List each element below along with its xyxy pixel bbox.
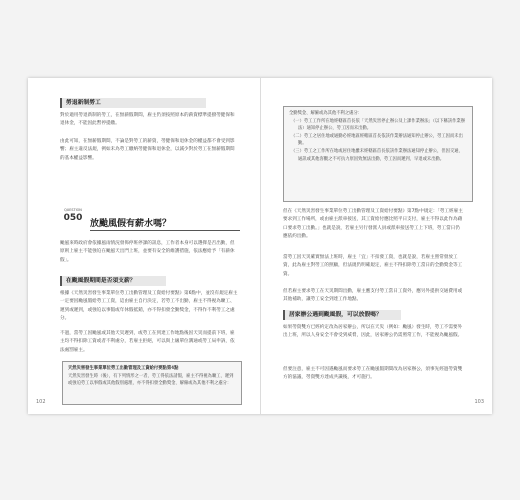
law-item-2: （二）勞工之居住地或通勤必經地區經轄區首長依該作業辦法通知停止辦公，勞工因而未出勤。 (291, 133, 463, 147)
question-number: 050 (63, 213, 83, 223)
law-item-3: （三）勞工之工作所在地或居住地雖未經轄區首長依該作業辦法通知停止辦公，但因交通、通訊或其他客觀之不可抗力原因致無法出勤，勞工因而遲到、早退或未出勤。 (291, 148, 463, 162)
law-excerpt-intro: 全勤獎金、解僱或為其他不利之處分： (289, 111, 363, 116)
paragraph-new-pension-1: 對於適用勞退新制的勞工，在無薪假期間，雇主仍須按照原本的薪資標準提撥勞健保和退休金，不能因此暫停提繳。 (60, 113, 235, 127)
law-excerpt-text: 天然災害發生時（後），有下列情形之一者，勞工得依法請假，雇主不得視為曠工、遲到或強迫勞工以事假或其他假別處理，亦不得扣發全勤獎金、解僱或為其他不利之處分： (68, 373, 234, 387)
law-excerpt-box (62, 361, 242, 405)
paragraph-remote-work-1: 如果勞資雙方已經約定改為居家辦公，所以在天災（例如：颱風）發生時，勞工不需要外出上班，所以人身安全不會受到威脅，因此，居家辦公仍需照常工作，不能視為颱風假。 (283, 325, 463, 339)
question-label: QUESTION (64, 208, 82, 212)
question-number-badge (63, 208, 83, 232)
section-heading-new-pension: 勞退新制勞工 (60, 98, 206, 108)
question-title: 放颱風假有薪水嗎？ (90, 219, 172, 229)
paragraph-new-pension-2: 由此可知，在無薪假期間，不論是對勞工的薪資，勞健保和退休金的權益都不會受到影響；雇主違反法規，例如未為勞工繳納勞健保和退休金，以減少對於勞工在無薪假期間的基本權益影響。 (60, 139, 235, 161)
page-number-left: 102 (36, 399, 46, 405)
law-item-1: （一）勞工工作所在地經轄區首長依「天然災害停止辦公及上課作業辦法」（以下稱該作業辦法）通知停止辦公，勞工因而未出勤。 (291, 118, 466, 132)
question-intro: 颱風來時政府會依據風雨情況發佈停班停課的訊息，工作者本身可以選擇是否出勤，但原則上雇主不能強迫在颱風天出門上班，並要有安全的維護措施，依法應給予「有薪休假」。 (60, 241, 235, 263)
law-excerpt-box-continued (283, 106, 473, 202)
law-excerpt-title: 天然災害發生事業單位勞工出勤管理及工資給付要點第4點 (68, 366, 179, 371)
paragraph-article-7: 但在《天然災害發生事業單位勞工出勤管理及工資給付要點》第7點中規定：「勞工經雇主要求到工作場所，或由雇主派車接送，其工資給付應比照平日支付，雇主不得以此作為藉口要求勞工出勤。」也就是說，若雇主另行發派人員或派車接送勞工上下班，勞工當日仍應依約出勤。 (283, 209, 463, 240)
page-number-right: 103 (474, 399, 484, 405)
book-spread (28, 78, 492, 414)
paragraph-remote-work-2: 但要注意，雇主不可因遇颱風而要求勞工在颱風假期間改為居家辦公，須事先經過勞資雙方的協議，勞資雙方達成共識後，才可施行。 (283, 367, 463, 381)
section-heading-typhoon-pay: 在颱風假期間是否須支薪？ (60, 276, 166, 286)
paragraph-no-deduction: 當勞工因天災確實無法上班時，雇主「宜」不扣發工資，也就是說，若雇主照常發放工資，此為雇主對勞工的照顧，但法規仍明確規定，雇主不得扣除勞工當日的全勤獎金等工資。 (283, 255, 463, 277)
paragraph-typhoon-pay-2: 不過，當勞工因颱風或其他天災遲到，或勞工在到達工作地點後因天災而提前下班，雇主均不得扣除工資或者不利處分，若雇主拒絕，可以與上級單位溝通或勞工局申訴，依法處罰雇主。 (60, 331, 235, 353)
paragraph-travel-allowance: 但若雇主要求勞工在天災期間出勤，雇主應支付勞工當日工資外，應另外提供交通費用或其他補助，讓勞工安全到達工作地點。 (283, 289, 463, 303)
left-page (28, 78, 260, 414)
section-heading-remote-work: 居家辦公遇到颱風假，可以放假嗎？ (283, 310, 401, 320)
title-divider (90, 230, 240, 231)
paragraph-typhoon-pay-1: 根據《天然災害發生事業單位勞工出勤管理及工資給付要點》第6點中，並沒有規定雇主一定要因颱風假給勞工工資，這由雇主自行決定，若勞工不出勤，雇主不得視為曠工、遲到或遲到，或強迫以事假或年休假抵銷，亦不得扣發全勤獎金，不得作不利勞工之處分。 (60, 291, 238, 322)
right-page (261, 78, 492, 414)
